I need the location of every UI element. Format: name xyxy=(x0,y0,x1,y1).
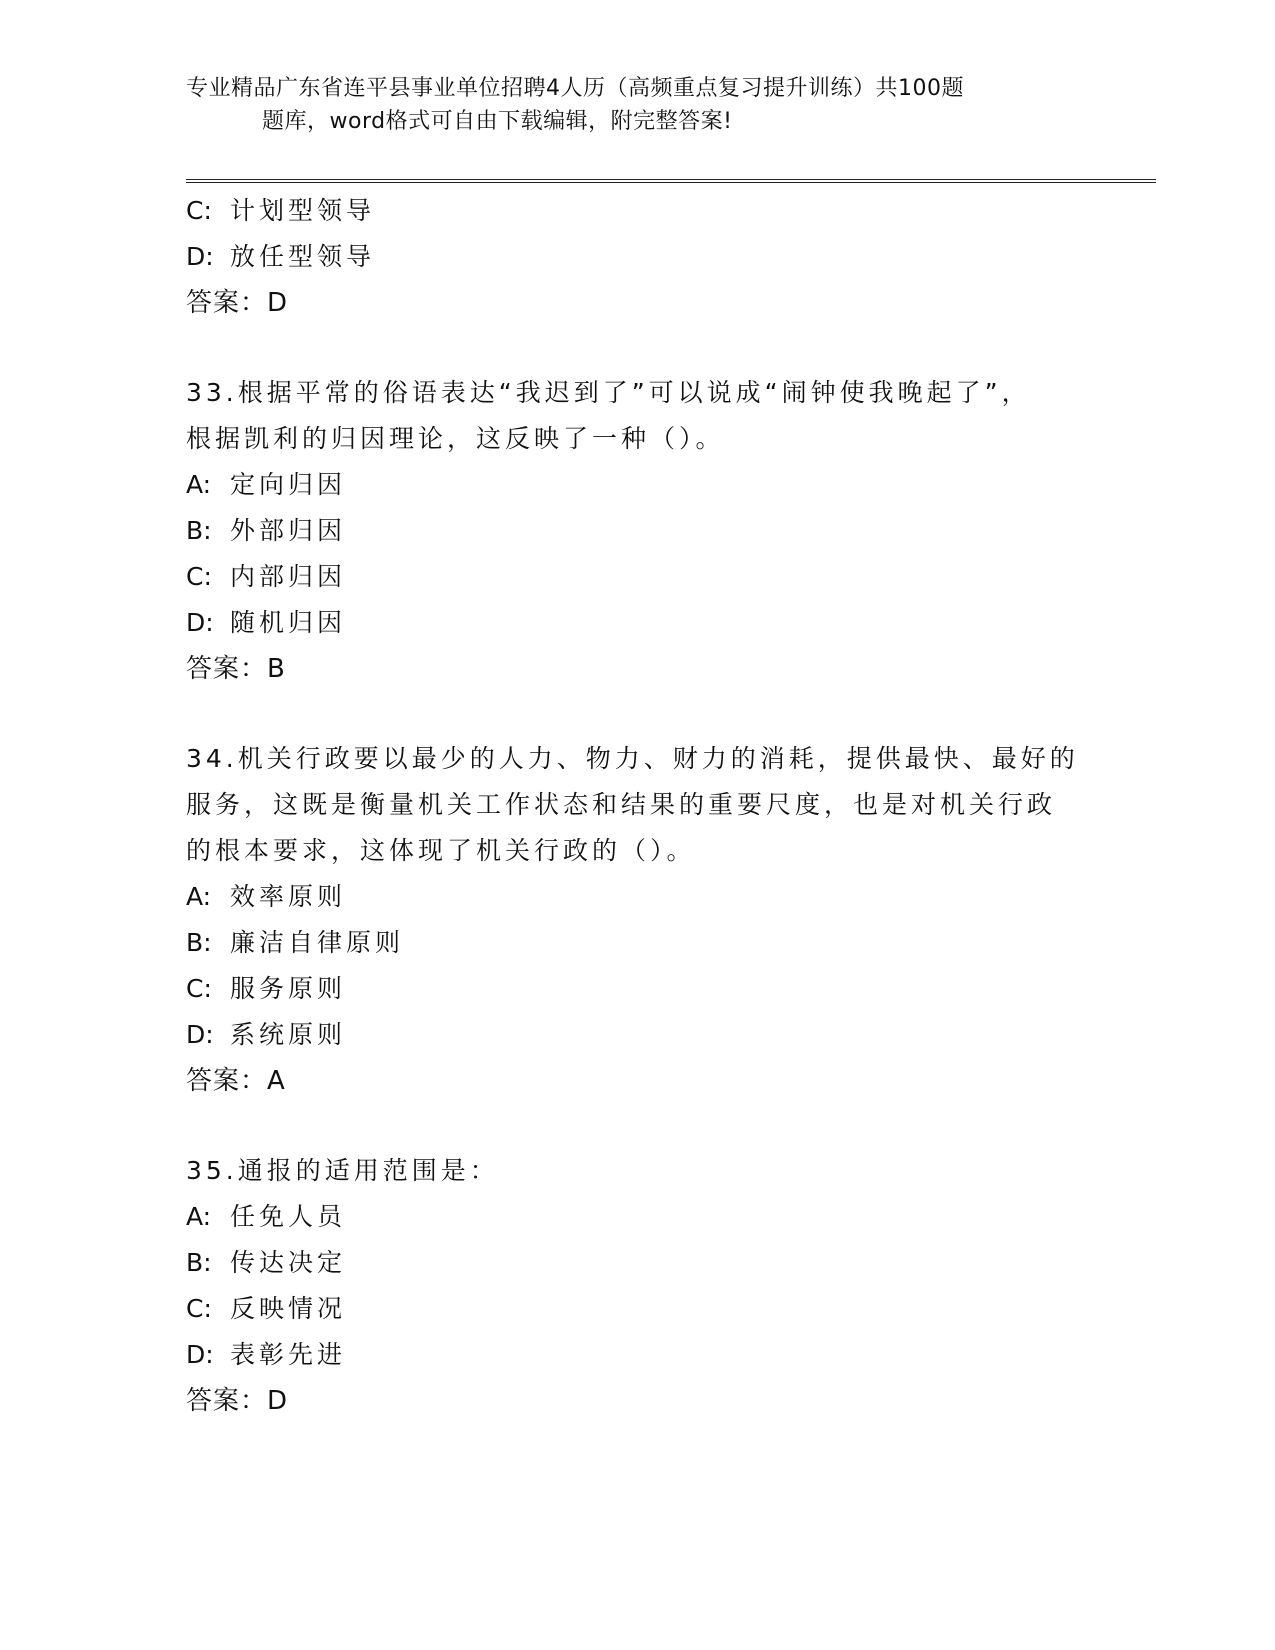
option-c: C: 计划型领导 xyxy=(186,196,376,225)
question-block-33 xyxy=(186,370,1086,692)
answer-line: 答案：A xyxy=(186,1066,286,1096)
question-block-prev xyxy=(186,188,1086,326)
answer-line: 答案：D xyxy=(186,1386,289,1416)
header-title-line2: 题库，word格式可自由下载编辑，附完整答案! xyxy=(262,109,733,134)
header-divider xyxy=(186,179,1156,183)
option-d: D: 随机归因 xyxy=(186,608,347,637)
option-b: B: 廉洁自律原则 xyxy=(186,928,405,957)
option-c: C: 服务原则 xyxy=(186,974,347,1003)
question-text-line: 服务，这既是衡量机关工作状态和结果的重要尺度，也是对机关行政 xyxy=(186,790,1057,819)
option-a: A: 效率原则 xyxy=(186,882,347,911)
page-header xyxy=(186,72,1066,138)
header-title-line1: 专业精品广东省连平县事业单位招聘4人历（高频重点复习提升训练）共100题 xyxy=(186,76,964,101)
option-a: A: 定向归因 xyxy=(186,470,347,499)
question-text-line: 34.机关行政要以最少的人力、物力、财力的消耗，提供最快、最好的 xyxy=(186,744,1079,773)
option-b: B: 传达决定 xyxy=(186,1248,347,1277)
answer-line: 答案：B xyxy=(186,654,286,684)
answer-line: 答案：D xyxy=(186,288,289,318)
option-c: C: 内部归因 xyxy=(186,562,347,591)
option-d: D: 表彰先进 xyxy=(186,1340,347,1369)
option-d: D: 系统原则 xyxy=(186,1020,347,1049)
option-c: C: 反映情况 xyxy=(186,1294,347,1323)
document-body xyxy=(186,188,1086,1424)
option-b: B: 外部归因 xyxy=(186,516,347,545)
question-text-line: 35.通报的适用范围是： xyxy=(186,1156,499,1185)
question-text-line: 33.根据平常的俗语表达“我迟到了”可以说成“闹钟使我晚起了”， xyxy=(186,378,1031,407)
option-a: A: 任免人员 xyxy=(186,1202,347,1231)
question-text-line: 根据凯利的归因理论，这反映了一种（）。 xyxy=(186,424,725,453)
question-block-35 xyxy=(186,1148,1086,1424)
option-d: D: 放任型领导 xyxy=(186,242,376,271)
question-text-line: 的根本要求，这体现了机关行政的（）。 xyxy=(186,836,696,865)
question-block-34 xyxy=(186,736,1086,1104)
